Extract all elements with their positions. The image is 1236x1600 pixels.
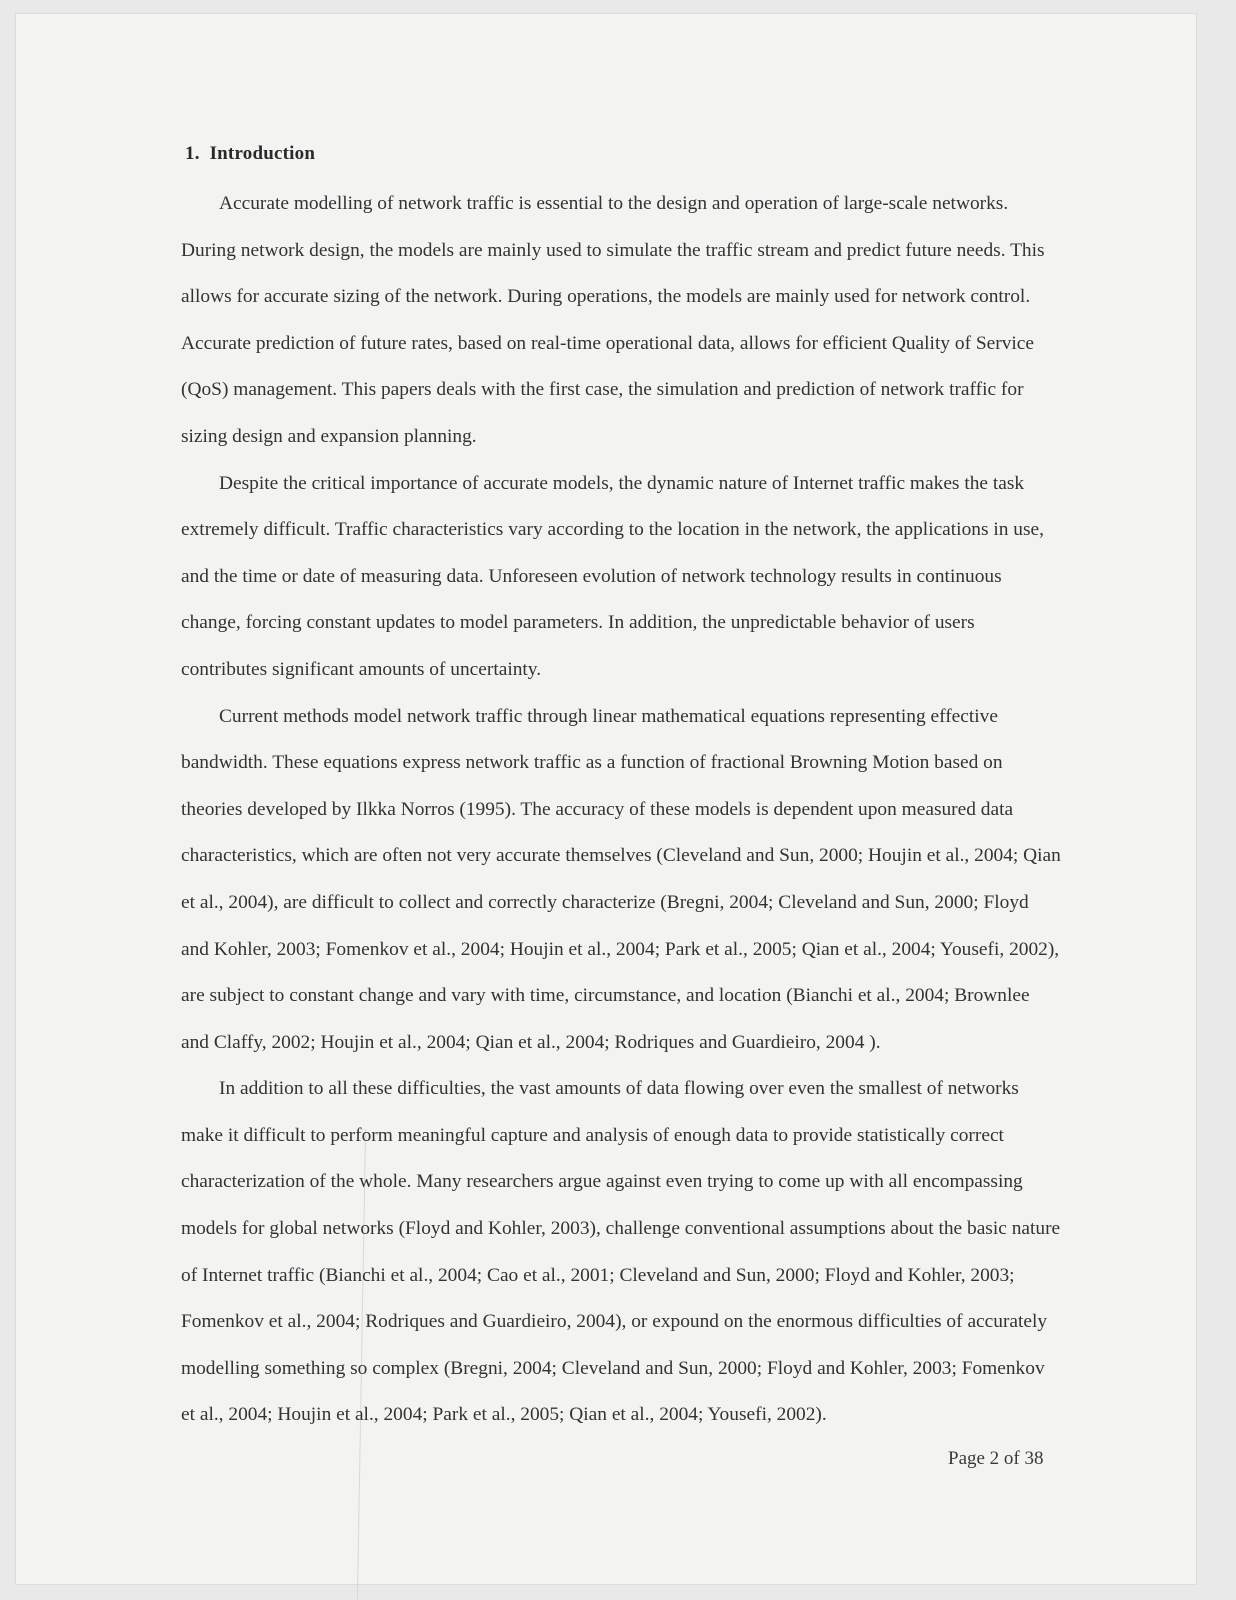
section-number: 1. bbox=[185, 143, 200, 164]
page-number: Page 2 of 38 bbox=[948, 1448, 1044, 1469]
section-heading bbox=[185, 143, 315, 165]
paragraph: Current methods model network traffic through linear mathematical equations representing effective bandwidth. These equations express network traffic as a function of fractional Browning Motion based on theories developed by Ilkka Norros (1995). The accuracy of these models is dependent upon measured data characteristics, which are often not very accurate themselves (Cleveland and Sun, 2000; Houjin et al., 2004; Qian et al., 2004), are difficult to collect and correctly characterize (Bregni, 2004; Cleveland and Sun, 2000; Floyd and Kohler, 2003; Fomenkov et al., 2004; Houjin et al., 2004; Park et al., 2005; Qian et al., 2004; Yousefi, 2002), are subject to constant change and vary with time, circumstance, and location (Bianchi et al., 2004; Brownlee and Claffy, 2002; Houjin et al., 2004; Qian et al., 2004; Rodriques and Guardieiro, 2004 ). bbox=[181, 705, 1061, 1053]
body-text bbox=[181, 181, 1061, 1439]
section-title: Introduction bbox=[209, 143, 316, 164]
paragraph: Despite the critical importance of accurate models, the dynamic nature of Internet traffic makes the task extremely difficult. Traffic characteristics vary according to the location in the network, the applications in use, and the time or date of measuring data. Unforeseen evolution of network technology results in continuous change, forcing constant updates to model parameters. In addition, the unpredictable behavior of users contributes significant amounts of uncertainty. bbox=[181, 472, 1044, 680]
paragraph: Accurate modelling of network traffic is essential to the design and operation of large-scale networks. During network design, the models are mainly used to simulate the traffic stream and predict future needs. This allows for accurate sizing of the network. During operations, the models are mainly used for network control. Accurate prediction of future rates, based on real-time operational data, allows for efficient Quality of Service (QoS) management. This papers deals with the first case, the simulation and prediction of network traffic for sizing design and expansion planning. bbox=[181, 193, 1045, 447]
paragraph: In addition to all these difficulties, the vast amounts of data flowing over even the smallest of networks make it difficult to perform meaningful capture and analysis of enough data to provide statistically correct characterization of the whole. Many researchers argue against even trying to come up with all encompassing models for global networks (Floyd and Kohler, 2003), challenge conventional assumptions about the basic nature of Internet traffic (Bianchi et al., 2004; Cao et al., 2001; Cleveland and Sun, 2000; Floyd and Kohler, 2003; Fomenkov et al., 2004; Rodriques and Guardieiro, 2004), or expound on the enormous difficulties of accurately modelling something so complex (Bregni, 2004; Cleveland and Sun, 2000; Floyd and Kohler, 2003; Fomenkov et al., 2004; Houjin et al., 2004; Park et al., 2005; Qian et al., 2004; Yousefi, 2002). bbox=[181, 1078, 1061, 1426]
